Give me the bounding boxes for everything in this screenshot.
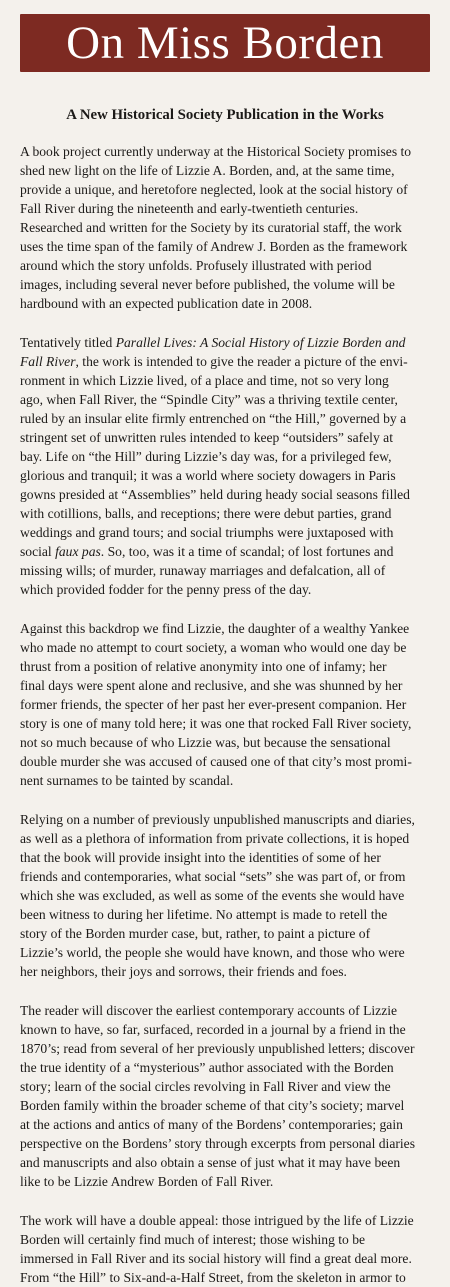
text-run: weddings and grand tours; and social triumphs were juxtaposed with <box>20 525 394 540</box>
text-run: that the book will provide insight into the identities of some of her <box>20 850 381 865</box>
text-run: From “the Hill” to Six-and-a-Half Street, from the skeleton in armor to <box>20 1270 406 1285</box>
text-run: been witness to during her lifetime. No attempt is made to retell the <box>20 907 388 922</box>
text-run: Researched and written for the Society by its curatorial staff, the work <box>20 220 402 235</box>
text-run: ago, when Fall River, the “Spindle City” was a thriving textile center, <box>20 392 398 407</box>
text-run: with cotillions, balls, and receptions; there were debut parties, grand <box>20 506 392 521</box>
text-run: bay. Life on “the Hill” during Lizzie’s day was, for a privileged few, <box>20 449 392 464</box>
text-run: which provided fodder for the penny press of the day. <box>20 582 312 597</box>
text-run: uses the time span of the family of Andrew J. Borden as the framework <box>20 239 408 254</box>
text-run: missing wills; of murder, runaway marriages and defalcation, all of <box>20 563 386 578</box>
text-run: story; learn of the social circles revolving in Fall River and view the <box>20 1079 391 1094</box>
text-run: final days were spent alone and reclusive, and she was shunned by her <box>20 678 403 693</box>
text-run: friends and contemporaries, what social “sets” she was part of, or from <box>20 869 406 884</box>
banner-title: On Miss Borden <box>66 16 384 69</box>
text-run: story is one of many told here; it was one that rocked Fall River society, <box>20 716 412 731</box>
text-run: gowns presided at “Assemblies” held during heady social seasons filled <box>20 487 410 502</box>
text-run: nent surnames to be tainted by scandal. <box>20 773 234 788</box>
text-run: who made no attempt to court society, a woman who would one day be <box>20 640 407 655</box>
text-run: hardbound with an expected publication date in 2008. <box>20 296 313 311</box>
text-run: images, including several never before published, the volume will be <box>20 277 395 292</box>
title-banner <box>20 14 430 72</box>
text-run: Against this backdrop we find Lizzie, the daughter of a wealthy Yankee <box>20 621 410 636</box>
text-run: and manuscripts and also obtain a sense of just what it may have been <box>20 1155 401 1170</box>
text-run: like to be Lizzie Andrew Borden of Fall River. <box>20 1174 274 1189</box>
text-run: 1870’s; read from several of her previously unpublished letters; discover <box>20 1041 415 1056</box>
paragraph-3 <box>20 619 438 790</box>
paragraph-2 <box>20 333 438 599</box>
text-run: glorious and tranquil; it was a world where society dowagers in Paris <box>20 468 396 483</box>
article-subtitle: A New Historical Society Publication in the Works <box>66 107 384 123</box>
text-run: thrust from a position of relative anonymity into one of infamy; her <box>20 659 387 674</box>
text-run: A book project currently underway at the Historical Society promises to <box>20 144 412 159</box>
text-run: perspective on the Bordens’ story through excerpts from personal diaries <box>20 1136 415 1151</box>
text-run: shed new light on the life of Lizzie A. Borden, and, at the same time, <box>20 163 395 178</box>
text-run: Tentatively titled <box>20 335 116 350</box>
paragraph-1 <box>20 142 438 313</box>
text-run: The work will have a double appeal: those intrigued by the life of Lizzie <box>20 1213 414 1228</box>
text-run: , the work is intended to give the reader a picture of the envi- <box>75 354 408 369</box>
text-run: former friends, the specter of her past her ever-present companion. Her <box>20 697 407 712</box>
text-run: which she was excluded, as well as some of the events she would have <box>20 888 405 903</box>
text-run: social <box>20 544 56 559</box>
text-run: double murder she was accused of caused one of that city’s most promi- <box>20 754 412 769</box>
text-run: Borden will certainly find much of interest; those wishing to be <box>20 1232 366 1247</box>
text-run: at the actions and antics of many of the Bordens’ contemporaries; gain <box>20 1117 403 1132</box>
paragraph-6 <box>20 1211 438 1287</box>
text-run: around which the story unfolds. Profusely illustrated with period <box>20 258 372 273</box>
text-run: Borden family within the broader scheme of that city’s society; marvel <box>20 1098 405 1113</box>
text-run: Lizzie’s world, the people she would have known, and those who were <box>20 945 405 960</box>
text-run: The reader will discover the earliest contemporary accounts of Lizzie <box>20 1003 398 1018</box>
article-body <box>20 142 438 1287</box>
text-run: Fall River during the nineteenth and early-twentieth centuries. <box>20 201 359 216</box>
italic-title-run: Parallel Lives: A Social History of Lizzie Borden and <box>115 335 406 350</box>
text-run: not so much because of who Lizzie was, but because the sensational <box>20 735 391 750</box>
text-run: ronment in which Lizzie lived, of a place and time, not so very long <box>20 373 389 388</box>
paragraph-5 <box>20 1001 438 1191</box>
text-run: provide a unique, and heretofore neglected, look at the social history of <box>20 182 408 197</box>
text-run: ruled by an insular elite firmly entrenched on “the Hill,” governed by a <box>20 411 407 426</box>
text-run: the true identity of a “mysterious” author associated with the Borden <box>20 1060 394 1075</box>
text-run: known to have, so far, surfaced, recorded in a journal by a friend in the <box>20 1022 406 1037</box>
text-run: stringent set of unwritten rules intended to keep “outsiders” safely at <box>20 430 393 445</box>
text-run: . So, too, was it a time of scandal; of lost fortunes and <box>100 544 394 559</box>
text-run: immersed in Fall River and its social history will find a great deal more. <box>20 1251 412 1266</box>
paragraph-4 <box>20 810 438 981</box>
italic-title-run: faux pas <box>55 544 101 559</box>
text-run: Relying on a number of previously unpublished manuscripts and diaries, <box>20 812 415 827</box>
text-run: as well as a plethora of information from private collections, it is hoped <box>20 831 410 846</box>
text-run: her neighbors, their joys and sorrows, their friends and foes. <box>20 964 347 979</box>
text-run: story of the Borden murder case, but, rather, to paint a picture of <box>20 926 371 941</box>
italic-title-run: Fall River <box>20 354 76 369</box>
